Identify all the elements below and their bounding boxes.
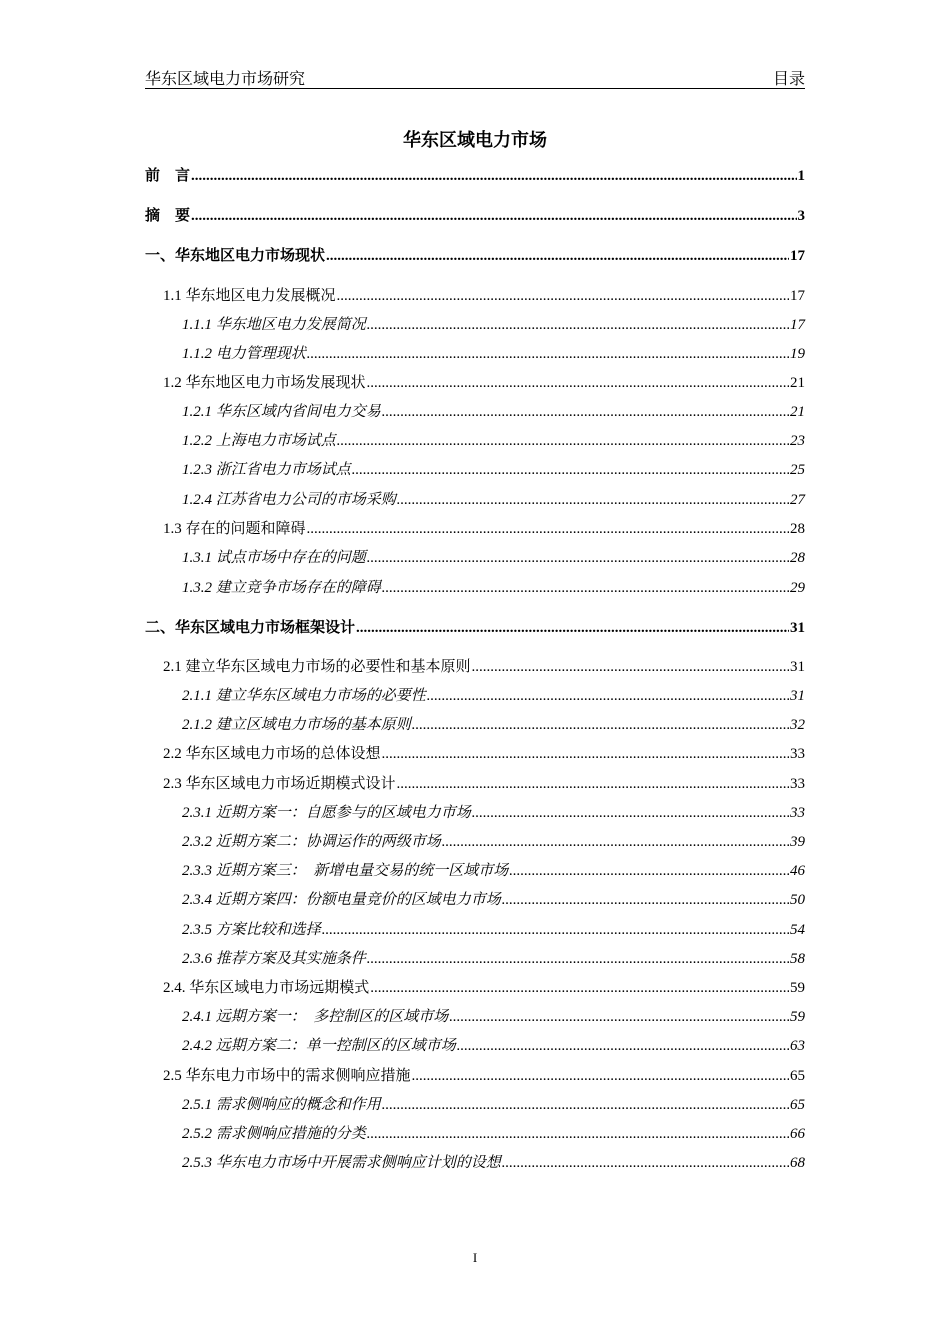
toc-entry-label: 1.3.2 建立竞争市场存在的障碍: [182, 580, 381, 596]
toc-leader-dots: [412, 1066, 789, 1086]
toc-entry[interactable]: [163, 519, 805, 539]
toc-entry-label: 前 言: [145, 168, 191, 184]
toc-entry-page: 65: [790, 1068, 805, 1084]
toc-leader-dots: [397, 490, 789, 510]
toc-entry-page: 25: [790, 462, 805, 478]
toc-entry-page: 28: [790, 521, 805, 537]
toc-entry-label: 2.1 建立华东区域电力市场的必要性和基本原则: [163, 659, 471, 675]
toc-entry[interactable]: [182, 890, 805, 910]
toc-entry[interactable]: [163, 978, 805, 998]
toc-entry-label: 2.3.5 方案比较和选择: [182, 922, 321, 938]
toc-leader-dots: [367, 949, 789, 969]
toc-entry-page: 33: [790, 746, 805, 762]
toc-entry[interactable]: [182, 460, 805, 480]
toc-leader-dots: [382, 1095, 789, 1115]
toc-entry-label: 2.4. 华东区域电力市场远期模式: [163, 980, 370, 996]
toc-leader-dots: [382, 402, 789, 422]
toc-leader-dots: [457, 1036, 789, 1056]
header-section-title: 目录: [772, 71, 805, 88]
toc-entry-label: 摘 要: [145, 208, 191, 224]
toc-entry[interactable]: [182, 578, 805, 598]
toc-entry-page: 3: [797, 208, 805, 224]
toc-entry-page: 27: [790, 492, 805, 508]
toc-entry[interactable]: [182, 548, 805, 568]
toc-entry[interactable]: [182, 803, 805, 823]
toc-title: 华东区域电力市场: [403, 130, 547, 150]
toc-entry-label: 1.2.3 浙江省电力市场试点: [182, 462, 351, 478]
toc-leader-dots: [367, 1124, 789, 1144]
toc-leader-dots: [337, 286, 789, 306]
toc-entry[interactable]: [163, 774, 805, 794]
toc-leader-dots: [191, 206, 796, 226]
toc-entry-page: 33: [790, 805, 805, 821]
toc-leader-dots: [367, 548, 789, 568]
toc-entry-page: 21: [790, 404, 805, 420]
toc-entry[interactable]: [163, 657, 805, 677]
toc-entry[interactable]: [145, 166, 805, 186]
toc-entry[interactable]: [182, 1095, 805, 1115]
toc-entry-page: 54: [790, 922, 805, 938]
toc-leader-dots: [397, 774, 789, 794]
toc-entry-page: 58: [790, 951, 805, 967]
toc-entry-page: 66: [790, 1126, 805, 1142]
toc-entry[interactable]: [163, 286, 805, 306]
toc-entry-page: 23: [790, 433, 805, 449]
toc-leader-dots: [502, 890, 789, 910]
toc-entry[interactable]: [182, 920, 805, 940]
toc-entry[interactable]: [182, 1153, 805, 1173]
toc-leader-dots: [191, 166, 796, 186]
toc-entry[interactable]: [182, 1036, 805, 1056]
toc-entry-label: 二、华东区域电力市场框架设计: [145, 620, 356, 636]
toc-entry-page: 68: [790, 1155, 805, 1171]
toc-leader-dots: [472, 803, 789, 823]
toc-leader-dots: [442, 832, 789, 852]
toc-leader-dots: [322, 920, 789, 940]
toc-leader-dots: [382, 744, 789, 764]
toc-leader-dots: [367, 373, 789, 393]
toc-entry-label: 2.4.2 远期方案二：单一控制区的区域市场: [182, 1038, 456, 1054]
toc-entry[interactable]: [182, 1007, 805, 1027]
toc-leader-dots: [502, 1153, 789, 1173]
toc-entry-page: 32: [790, 717, 805, 733]
toc-entry-page: 31: [790, 688, 805, 704]
toc-entry[interactable]: [145, 618, 805, 638]
toc-entry-label: 2.1.1 建立华东区域电力市场的必要性: [182, 688, 426, 704]
toc-entry-page: 21: [790, 375, 805, 391]
toc-leader-dots: [307, 344, 789, 364]
toc-entry[interactable]: [182, 315, 805, 335]
toc-entry[interactable]: [182, 431, 805, 451]
toc-entry[interactable]: [182, 949, 805, 969]
toc-entry-page: 59: [790, 1009, 805, 1025]
toc-entry-label: 1.1 华东地区电力发展概况: [163, 288, 336, 304]
toc-entry-page: 31: [790, 659, 805, 675]
toc-entry-label: 一、华东地区电力市场现状: [145, 248, 326, 264]
header-document-title: 华东区域电力市场研究: [145, 71, 306, 88]
toc-entry-label: 1.2.2 上海电力市场试点: [182, 433, 336, 449]
toc-entry-label: 1.2.1 华东区域内省间电力交易: [182, 404, 381, 420]
toc-entry-page: 19: [790, 346, 805, 362]
toc-leader-dots: [427, 686, 789, 706]
toc-entry-label: 1.1.1 华东地区电力发展简况: [182, 317, 366, 333]
page-header: [145, 66, 805, 89]
toc-entry-label: 2.3.4 近期方案四：份额电量竞价的区域电力市场: [182, 892, 501, 908]
toc-entry[interactable]: [182, 832, 805, 852]
toc-entry-page: 17: [790, 248, 805, 264]
toc-entry-page: 46: [790, 863, 805, 879]
toc-entry-page: 17: [790, 317, 805, 333]
toc-entry-label: 2.3.1 近期方案一：自愿参与的区域电力市场: [182, 805, 471, 821]
toc-entry[interactable]: [182, 686, 805, 706]
toc-entry[interactable]: [163, 373, 805, 393]
toc-leader-dots: [370, 978, 789, 998]
toc-entry-page: 17: [790, 288, 805, 304]
toc-entry-label: 2.3 华东区域电力市场近期模式设计: [163, 776, 396, 792]
toc-entry-label: 1.1.2 电力管理现状: [182, 346, 306, 362]
toc-leader-dots: [509, 861, 789, 881]
toc-entry-label: 2.5 华东电力市场中的需求侧响应措施: [163, 1068, 411, 1084]
toc-entry[interactable]: [182, 344, 805, 364]
toc-entry-page: 29: [790, 580, 805, 596]
toc-entry-page: 63: [790, 1038, 805, 1054]
toc-entry[interactable]: [182, 1124, 805, 1144]
toc-entry[interactable]: [182, 861, 805, 881]
toc-entry-page: 33: [790, 776, 805, 792]
toc-entry-label: 1.2 华东地区电力市场发展现状: [163, 375, 366, 391]
toc-entry-page: 65: [790, 1097, 805, 1113]
toc-leader-dots: [367, 315, 789, 335]
toc-entry-label: 2.3.6 推荐方案及其实施条件: [182, 951, 366, 967]
toc-leader-dots: [352, 460, 789, 480]
toc-entry[interactable]: [182, 715, 805, 735]
toc-entry-page: 31: [790, 620, 805, 636]
toc-entry[interactable]: [163, 744, 805, 764]
toc-leader-dots: [382, 578, 789, 598]
toc-entry-page: 28: [790, 550, 805, 566]
toc-leader-dots: [449, 1007, 789, 1027]
toc-entry-page: 39: [790, 834, 805, 850]
toc-entry-label: 2.3.3 近期方案三： 新增电量交易的统一区域市场: [182, 863, 509, 879]
toc-entry-page: 1: [797, 168, 805, 184]
toc-entry-label: 2.5.3 华东电力市场中开展需求侧响应计划的设想: [182, 1155, 501, 1171]
toc-entry[interactable]: [163, 1066, 805, 1086]
toc-entry-label: 2.5.1 需求侧响应的概念和作用: [182, 1097, 381, 1113]
toc-leader-dots: [307, 519, 789, 539]
toc-leader-dots: [337, 431, 789, 451]
toc-leader-dots: [412, 715, 789, 735]
toc-entry[interactable]: [145, 206, 805, 226]
toc-leader-dots: [326, 246, 789, 266]
toc-leader-dots: [472, 657, 789, 677]
toc-entry[interactable]: [145, 246, 805, 266]
toc-leader-dots: [356, 618, 789, 638]
toc-entry-page: 50: [790, 892, 805, 908]
toc-entry-label: 2.5.2 需求侧响应措施的分类: [182, 1126, 366, 1142]
toc-entry[interactable]: [182, 490, 805, 510]
toc-entry-label: 1.2.4 江苏省电力公司的市场采购: [182, 492, 396, 508]
page-number: I: [472, 1250, 478, 1265]
toc-entry-label: 2.4.1 远期方案一： 多控制区的区域市场: [182, 1009, 449, 1025]
toc-entry-page: 59: [790, 980, 805, 996]
toc-entry-label: 1.3 存在的问题和障碍: [163, 521, 306, 537]
toc-entry-label: 2.3.2 近期方案二：协调运作的两级市场: [182, 834, 441, 850]
toc-entry-label: 2.1.2 建立区域电力市场的基本原则: [182, 717, 411, 733]
toc-entry-label: 1.3.1 试点市场中存在的问题: [182, 550, 366, 566]
toc-entry-label: 2.2 华东区域电力市场的总体设想: [163, 746, 381, 762]
toc-entry[interactable]: [182, 402, 805, 422]
